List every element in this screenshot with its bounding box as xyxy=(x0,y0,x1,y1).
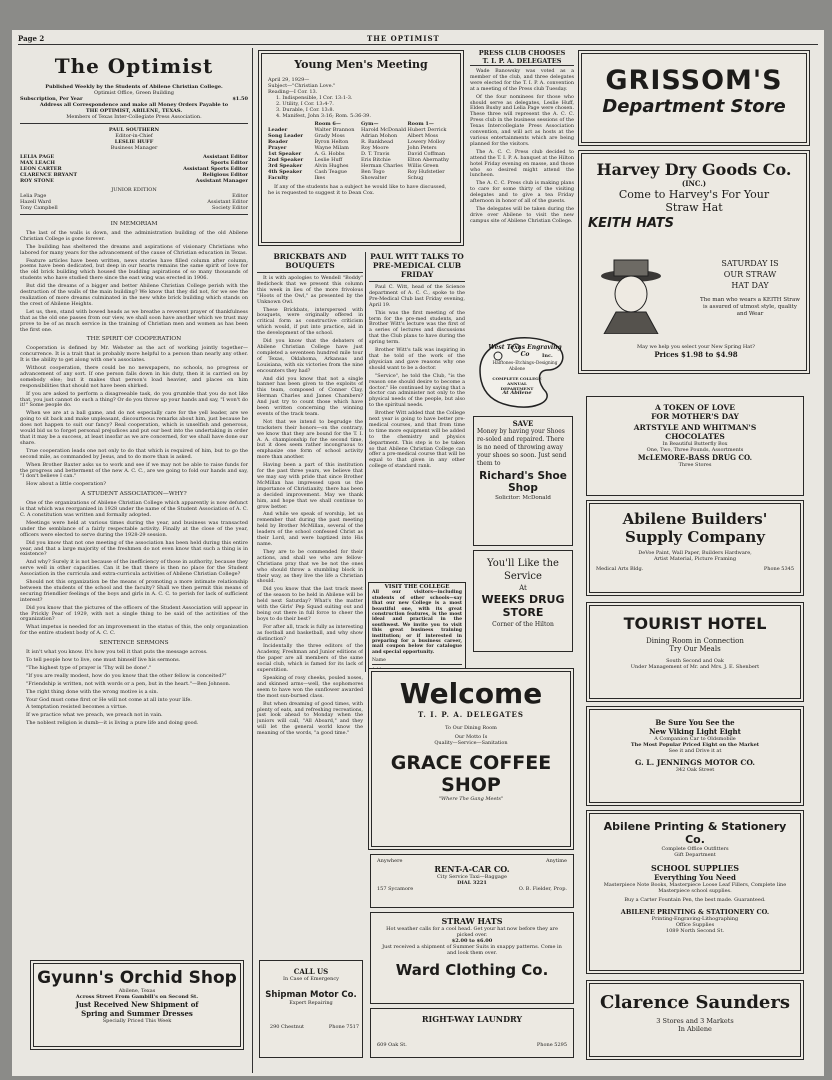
tourist-hotel-name: TOURIST HOTEL xyxy=(623,614,767,633)
guynn-name: Gyunn's Orchid Shop xyxy=(37,968,237,988)
grissom-ad: GRISSOM'S Department Store xyxy=(578,50,810,146)
mclemore-name: McLEMORE-BASS DRUG CO. xyxy=(637,453,753,462)
richards-name: Richard's Shoe Shop xyxy=(479,470,567,494)
editorial-column xyxy=(20,48,248,1058)
staff-manager-role: Business Manager xyxy=(110,145,158,151)
ymm-title: Young Men's Meeting xyxy=(294,58,428,71)
subscription-price: $1.50 xyxy=(232,96,248,102)
grace-coffee-name: GRACE COFFEE xyxy=(390,752,552,774)
staff-editor-role: Editor-in-Chief xyxy=(115,133,153,139)
staff-editor: PAUL SOUTHERN xyxy=(108,127,160,133)
ymm-row: Reader Byron Helton R. Bankhead Lowery Molloy xyxy=(268,139,446,145)
staff-row: LELIA PAGE Assistant Editor xyxy=(20,154,248,160)
ymm-row: Leader Walter Brannon Harold McDonald Hubert Derrick xyxy=(268,127,447,133)
coupon-name-field[interactable]: Name xyxy=(372,658,462,664)
engraving-ad: West Texas Engraving Co Inc. Halftones–Etchings–Designing Abilene COMPLETE COLLEGE ANNUAL DEPARTMENT At Abilene xyxy=(472,326,572,414)
brickbats-column: BRICKBATS AND BOUQUETS It is with apologies to Wendell "Boddy" Bedicheck that we present this column this week in lieu of the more frivolous "Hoots of the Owl," as presented by the Unknown Owl. These Brickbats, interspersed with bouquets, were originally offered in critical form as constructive criticism which would, if put into practice, aid in the development of the school. Did you know that the debaters of Abilene Christian College have just completed a seventeen hundred mile tour of Texas, Oklahoma, Arkansas and Louisiana, with six victories from the nine encounters they had? And did you know that not a single banner has been given to the exploits of this team, composed of Conner Clay, Herman Charles and James Chambers? And just try to count those which have been written concerning the winning events of the track team. Not that we intend to begrudge the tracksters their honors—on the contrary, we know that they are bound for the T. I. A. A. championship for the second time, but it does seem rather incongruous to emphasize one form of school activity more than another. Having been a part of this institution for the past three years, we believe that we may say with pride that since Brother McMillan has impressed upon us the importance of Christianity, there has been a decided improvement. May we thank him, and hope that we shall continue to grow better. And while we speak of worship, let us remember that during the past meeting held by Brother McMillan, several of the leaders of the school confessed Christ as their Lord, and were baptized into His name. They are to be commended for their actions, and shall we who are fellow-Christians pray that we be not the ones who should throw a stumbling block in their way, as they live the life a Christian should. Did you know that the last track meet of the season to be held in Abilene will be held next Saturday? What's the matter with the Girls' Pep Squad suiting out and being out there in full force to cheer the boys to do their best? For after all, track is fully as interesting as football and basketball, and why show distinction? Incidentally the three editors of the Academy, Freshman and Junior editions of the paper are all members of the same social club, which is famed for its lack of superstition. Speaking of rosy cheeks, pouled noses, and skinned arms—well, the sophomores seem to have won the sunflower awarded the most sun-burned class. But when dreaming of good times, with plenty of eats, and refreshing recreations, just look ahead to Monday when the juniors will call, "All Aboard," and they will let the general world know the meaning of the words, "a good time." xyxy=(257,252,363,737)
saunders-name: Clarence Saunders xyxy=(599,992,791,1013)
witt-article: PAUL WITT TALKS TO PRE-MEDICAL CLUB FRIDAY Paul C. Witt, head of the Science department of A. C. C., spoke to the Pre-Medical Club last Friday evening, April 19. This was the first meeting of the term for the pre-med students, and Brother Witt's lecture was the first of a series of lectures and discussions that the Club plans to have during the spring term. Brother Witt's talk was inspiring in that he told of the work of the physician and gave reasons why one should want to be a doctor. "Service", he told the Club, "is the reason one should desire to become a doctor." He continued by saying that a doctor can administer not only to the physical needs of the people, but also to the spiritual needs. Brother Witt added that the College next year is going to have better pre-medical courses, and that from time to time more equipment will be added to the chemistry and physics department. This step is to be taken so that Abilene Christian College can offer a pre-medical course that will be equal to that given in any other college of standard rank. xyxy=(369,252,465,470)
ward-clothing-name: Ward Clothing Co. xyxy=(395,961,549,979)
printing-name: Abilene Printing & Stationery Co. xyxy=(603,820,787,846)
junior-row: Tony Campbell Society Editor xyxy=(20,205,248,211)
mclemore-ad: A TOKEN OF LOVE FOR MOTHER'S DAY ARTSTYLE AND WHITMAN'S CHOCOLATES In Beautiful Butterfly Box One, Two, Three Pounds, Assortments McLEMORE-BASS DRUG CO. Three Stores xyxy=(586,396,804,496)
jennings-name: G. L. JENNINGS MOTOR CO. xyxy=(634,758,756,767)
shipman-name: Shipman Motor Co. xyxy=(265,990,357,1000)
ymm-row: Prayer Wayne Milam Roy Moore John Peters xyxy=(268,145,437,151)
masthead-title: The Optimist xyxy=(54,54,214,78)
weeks-drug-name: WEEKS DRUG xyxy=(481,593,565,606)
subscription-label: Subscription, Per Year xyxy=(20,96,83,102)
masthead-line: Members of Texas Inter-Collegiate Press Association. xyxy=(66,114,202,120)
grace-coffee-ad: Welcome T. I. P. A. DELEGATES To Our Dining Room Our Motto Is Quality—Service—Sanitation GRACE COFFEE SHOP "Where The Gang Meets" xyxy=(368,668,574,850)
masthead-line: Optimist Office, Green Building xyxy=(93,90,175,96)
ward-clothing-ad: STRAW HATS Hot weather calls for a cool head. Get your hat now before they are picked over. $2.00 to $6.00 Just received a shipment of Summer Suits in snappy patterns. Come in and look them over. Ward Clothing Co. xyxy=(370,912,574,1004)
ymm-row: Song Leader Grady Moss Adrian Mohon Albert Moss xyxy=(268,133,439,139)
jennings-ad: Be Sure You See the New Viking Light Eight A Companion Car to Oldsmobile The Most Popular Priced Eight on the Market See it and Drive it at G. L. JENNINGS MOTOR CO. 342 Oak Street xyxy=(586,706,804,806)
harvey-name: Harvey Dry Goods Co. xyxy=(596,160,792,179)
laundry-name: RIGHT-WAY LAUNDRY xyxy=(421,1014,523,1024)
masthead-line: Published Weekly by the Students of Abilene Christian College. xyxy=(45,84,223,90)
saunders-ad: Clarence Saunders 3 Stores and 3 Markets In Abilene xyxy=(586,980,804,1060)
staff-row: LEON CARTER Assistant Sports Editor xyxy=(20,166,248,172)
cooperation-title: THE SPIRIT OF COOPERATION xyxy=(86,336,182,343)
press-club-article: PRESS CLUB CHOOSES T. I. P. A. DELEGATES Wade Banowsky was voted as a member of the club, and three delegates were elected for the T. I. P. A. convention at a meeting of the Press club Tuesday. Of the four nominees for those who should serve as delegates, Leslie Huff, Elden Busby and Lelia Page were chosen. These three will represent the A. C. C. Press club in the business sessions of the Texas Intercollegiate Press Association convention, and will act as hosts at the various entertainments which are being planned for the visitors. The A. C. C. Press club decided to attend the T. I. P. A. banquet at the Hilton hotel Friday evening en masse, and those who so desired might attend the luncheon. The A. C. C. Press club is making plans to care for some thirty of the visiting delegates and to give a tea Friday afternoon in honor of all of the guests. The delegates will be taken during the drive over Abilene to visit the new campus site of Abilene Christian College. xyxy=(470,50,574,224)
masthead-line: THE OPTIMIST, ABILENE, TEXAS. xyxy=(85,108,183,114)
rent-a-car-name: RENT-A-CAR CO. xyxy=(434,864,510,874)
guynn-ad: Gyunn's Orchid Shop Abilene, Texas Across Street From Gambill's on Second St. Just Received New Shipment of Spring and Summer Dresses Specially Priced This Week xyxy=(30,960,244,1050)
ymm-row: 3rd Speaker Alvin Hughes Herman Charles Willis Green xyxy=(268,163,439,169)
grissom-name: GRISSOM'S xyxy=(605,65,783,96)
welcome-heading: Welcome xyxy=(399,677,543,710)
running-head: THE OPTIMIST xyxy=(367,34,440,43)
staff-row: MAX LEACH Sports Editor xyxy=(20,160,248,166)
press-title: PRESS CLUB CHOOSES xyxy=(478,50,566,57)
richards-ad: SAVE Money by having your Shoes re-soled and repaired. There is no need of throwing away your shoes so soon. Just send them to Richard's Shoe Shop Solicitor: McDonald xyxy=(473,416,573,546)
young-mens-meeting: Young Men's Meeting April 29, 1929— Subject—"Christian Love." Reading—I Cor. 13. 1. Indispensible, I Cor. 13:1-3. 2. Utility, I Cor. 13:4-7. 3. Durable, I Cor. 13:8. 4. Manifest, John 3:16; Rom. 5:36-39. Room 6— Gym— Room 1— Leader Walter Brannon Harold McDonald Hubert Derrick Song Leader Grady Moss Adrian Mohon Albert Moss Reader Byron Helton R. Bankhead Lowery Molloy Prayer Wayne Milam Roy Moore John Peters 1st Speaker A. G. Hobbs D. T. Travis David Coffman 2nd Speaker Leslie Huff Eris Bitchie Elton Abernathy 3rd Speaker Alvin Hughes Herman Charles Willis Green 4th Speaker Cash Teague Ben Togo Roy Hufstetler Faculty Ikes Showalter Schug If any of the students has a subject he would like to have discussed, he is requested to suggest it to Dean Cox. xyxy=(258,50,464,246)
brickbats-title: BRICKBATS AND BOUQUETS xyxy=(257,252,363,273)
harvey-ad: Harvey Dry Goods Co. (INC.) Come to Harvey's For Your Straw Hat KEITH HATS SATURDAY IS OUR STRAW HAT DAY The man who wears a KEITH Straw is assured of utmost style, quality and Wear May we help you select your New Spring Hat? Prices $1.98 to $4.98 xyxy=(578,150,810,374)
builders-ad: Abilene Builders' Supply Company DeVoe Paint, Wall Paper, Builders Hardware, Artist Material, Picture Framing Medical Arts Bldg. Phone 5345 xyxy=(586,500,804,596)
ymm-row: 4th Speaker Cash Teague Ben Togo Roy Hufstetler xyxy=(268,169,445,175)
junior-row: Hazell Ward Assistant Editor xyxy=(20,199,248,205)
weeks-drug-ad: You'll Like the Service At WEEKS DRUG STORE Corner of the Hilton xyxy=(473,550,573,652)
ymm-row: 2nd Speaker Leslie Huff Eris Bitchie Elton Abernathy xyxy=(268,157,449,163)
page-number: Page 2 xyxy=(18,34,45,43)
editorials: IN MEMORIAM The last of the walls is down, and the administration building of the old Abilene Christian College is gone forever. The building has sheltered the dreams and aspirations of visionary Christians who labored for many years for the advancement of the cause of Christian education in Texas. Feature articles have been written, news stories have filled column after column, poems have been dedicated, but deep in our hearts remains the same spirit of love for the old brick building which housed the budding aspirations of so many thousands of students who have studied there since the east wing was erected in 1906. But did the dreams of a bigger and better Abilene Christian College perish with the destruction of the walls of the main building? We know that they did not, for we see the realization of more dreams culminated in the new white brick building which stands on the crest of Abilene Heights. Let us, then, stand with bowed heads as we breathe a reverent prayer of thankfulness that as the old one passes from our view, we shall soon have another which we trust may prove to be of as much service in the training of Christian men and women as has been the first one. THE SPIRIT OF COOPERATION Cooperation is defined by Mr. Webster as the act of working jointly together—concurrence. It is a trait that is probably more helpful to a person than nearly any other. It is the ability to get along with one's associates. Without cooperation, there could be no newspapers, no schools, no progress or advancement of any sort. If one person falls down in his duty, then it is carried on by somebody else; but it makes that person's load heavier, and places on him responsibilities that should not have been shirked. If you are asked to perform a disagreeable task, do you grumble that you do not like that, you just cannot do such a thing? Or do you throw up your hands and say, "I won't do it!" Some people do. When we are at a ball game, and do not especially care for the yell leader, are we going to sit back and make unpleasant, discourteous remarks about him, just because he does not happen to suit our fancy? Real cooperation, which is unselfish and generous, would bid us to forget personal prejudices and put our best into the undertaking in order that it may be a success, at least insofar as we are concerned, for we shall have done our share. True cooperation leads one not only to do that which is required of him, but to go the second mile, as commanded by Jesus, and to do more than is asked. When Brother Baxter asks us to work and see if we may not be able to raise funds for the progress and betterment of the new A. C. C., are we going to fold our hands and say, "I don't believe I can." How about a little cooperation? A STUDENT ASSOCIATION—WHY? One of the organizations of Abilene Christian College which apparently is now defunct is that which was reorganized in 1928 under the name of the Student Association of A. C. C. A constitution was written and formally adopted. Meetings were held at various times during the year, and business was transacted under the semblance of a fairly respectable activity. Finally at the close of the year, officers were elected to serve during the 1928-29 session. Did you know that not one meeting of the association has been held during this entire year, and that a large majority of the freshmen do not even know that such a thing is in existence? And why? Surely it is not because of the inefficiency of those in authority, because they serve well in other capacities. Can it be that there is then no place for the Student Association in the curricula and extra-curricula activities of Abilene Christian College? Should not this organization be the means of promoting a more intimate relationship between the students of the school and the faculty? Shall we then permit this means of securing friendlier feelings of the boys and girls in A. C. C. to perish for lack of sufficient interest? Did you know that the pictures of the officers of the Student Association will appear in the Prickly Pear of 1929, with not a single thing to be said of the activities of the organization? What impetus is needed for an improvement in the status of this, the only organization for the entire student body of A. C. C. SENTENCE SERMONS It isn't what you know. It's how you tell it that puts the message across. To tell people how to live, one must himself live his sermons. "The highest type of prayer is 'Thy will be done'." "If you are really modest, how do you know that the other fellow is conceited?" "Friendship is written, not with words or a pen, but in the heart."—Ben Johnson. The right thing done with the wrong motive is a sin. Your God must come first or He will not come at all into your life. A temptation resisted becomes a virtue. If we practice what we preach, we preach not in vain. The noblest religion is dumb—it is living a pure life and doing good. xyxy=(20,221,248,727)
masthead-line: Address all Correspondence and make all Money Orders Payable to xyxy=(39,102,229,108)
tourist-hotel-ad: TOURIST HOTEL Dining Room in Connection Try Our Meals South Second and Oak Under Management of Mr. and Mrs. J. E. Shenbert xyxy=(586,602,804,702)
junior-row: Lelia Page Editor xyxy=(20,193,248,199)
newspaper-page xyxy=(12,30,824,1076)
printing-ad: Abilene Printing & Stationery Co. Complete Office Outfitters Gift Department SCHOOL SUPPLIES Everything You Need Masterpiece Note Books, Masterpiece Loose Leaf Fillers, Complete line Masterpiece school supplies. Buy a Carter Fountain Pen, the best made. Guaranteed. ABILENE PRINTING & STATIONERY CO. Printing-Engraving-Lithographing Office Supplies 1089 North Second St. xyxy=(586,810,804,974)
staff-row: ROY STONE Assistant Manager xyxy=(20,178,248,184)
builders-name: Abilene Builders' xyxy=(622,510,768,528)
ymm-row: 1st Speaker A. G. Hobbs D. T. Travis David Coffman xyxy=(268,151,446,157)
laundry-ad: RIGHT-WAY LAUNDRY 609 Oak St. Phone 5295 xyxy=(370,1008,574,1058)
witt-title: PAUL WITT TALKS TO PRE-MEDICAL CLUB FRIDAY xyxy=(369,252,465,282)
sermons-title: SENTENCE SERMONS xyxy=(99,640,169,647)
memoriam-title: IN MEMORIAM xyxy=(110,221,158,227)
staff-manager: LESLIE HUFF xyxy=(114,139,154,145)
junior-edition-title: JUNIOR EDITION xyxy=(111,187,157,193)
association-title: A STUDENT ASSOCIATION—WHY? xyxy=(81,491,187,498)
man-with-hat-icon xyxy=(596,254,666,334)
draughon-ad: VISIT THE COLLEGE All our visitors—including students of other schools—say that our new College is a most beautiful one, with its great construction features, is the most ideal and practical in the southwest. We invite you to visit this great business training institution; or if interested in preparing for a business career, mail coupon below for catalogue and special opportunity. Name xyxy=(368,582,466,672)
rent-a-car-ad: Anywhere Anytime RENT-A-CAR CO. City Service Taxi—Baggage DIAL 3221 157 Sycamore O. B. Fielder, Prop. xyxy=(370,854,574,908)
staff-row: CLARENCE BRYANT Religious Editor xyxy=(20,172,248,178)
ymm-row: Faculty Ikes Showalter Schug xyxy=(268,175,424,181)
shipman-ad: CALL US In Case of Emergency Shipman Motor Co. Expert Repairing 290 Chestnut Phone 7517 xyxy=(259,960,363,1058)
